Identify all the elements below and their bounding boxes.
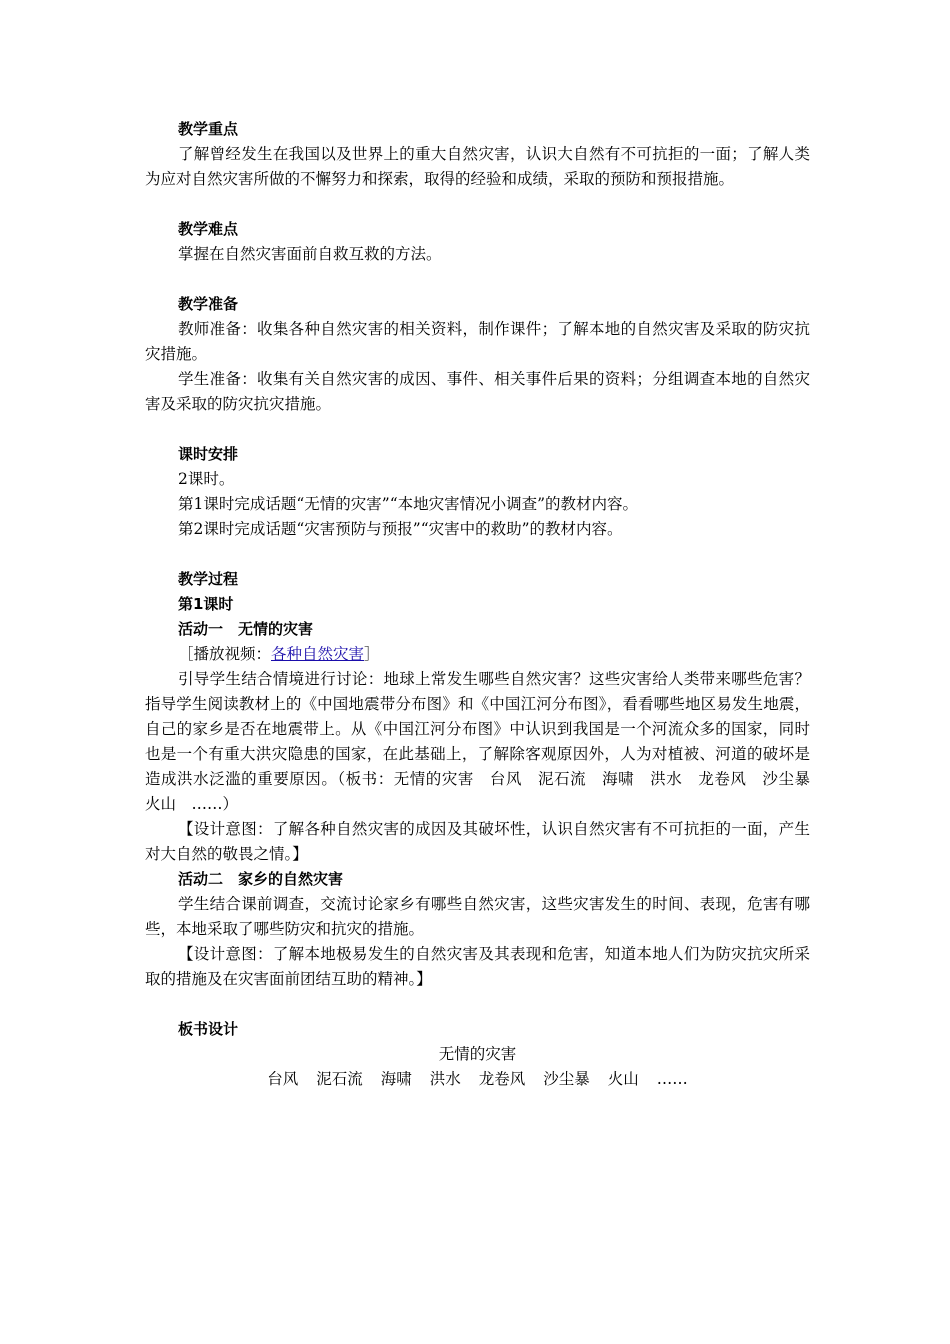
video-link[interactable]: 各种自然灾害 xyxy=(271,645,365,663)
difficulties-text: 掌握在自然灾害面前自救互救的方法。 xyxy=(178,245,442,263)
heading-key-points: 教学重点 xyxy=(178,120,239,138)
board-item: 洪水 xyxy=(429,1070,461,1088)
board-title: 无情的灾害 xyxy=(438,1045,517,1063)
lesson-title: 第1课时 xyxy=(178,595,234,613)
activity2-intent: 【设计意图：了解本地极易发生的自然灾害及其表现和危害，知道本地人们为防灾抗灾所采取的措施及在灾害面前团结互助的精神。】 xyxy=(145,945,810,988)
heading-process: 教学过程 xyxy=(178,570,239,588)
video-suffix: ］ xyxy=(364,645,380,663)
heading-board: 板书设计 xyxy=(178,1020,239,1038)
board-item: 沙尘暴 xyxy=(543,1070,590,1088)
board-item: 台风 xyxy=(267,1070,299,1088)
board-items xyxy=(145,1067,810,1092)
teacher-preparation-text: 教师准备：收集各种自然灾害的相关资料，制作课件；了解本地的自然灾害及采取的防灾抗灾措施。 xyxy=(145,320,810,363)
board-item: 泥石流 xyxy=(316,1070,363,1088)
board-item: 龙卷风 xyxy=(478,1070,526,1088)
student-preparation-text: 学生准备：收集有关自然灾害的成因、事件、相关事件后果的资料；分组调查本地的自然灾害及采取的防灾抗灾措施。 xyxy=(145,370,810,413)
schedule-lesson2: 第2课时完成话题“灾害预防与预报”“灾害中的救助”的教材内容。 xyxy=(178,520,623,538)
activity1-intent: 【设计意图：了解各种自然灾害的成因及其破坏性，认识自然灾害有不可抗拒的一面，产生对大自然的敬畏之情。】 xyxy=(145,820,810,863)
activity2-title: 活动二 家乡的自然灾害 xyxy=(178,870,344,888)
key-points-text: 了解曾经发生在我国以及世界上的重大自然灾害，认识大自然有不可抗拒的一面；了解人类为应对自然灾害所做的不懈努力和探索，取得的经验和成绩，采取的预防和预报措施。 xyxy=(145,145,810,188)
heading-schedule: 课时安排 xyxy=(178,445,239,463)
heading-difficulties: 教学难点 xyxy=(178,220,239,238)
activity1-title: 活动一 无情的灾害 xyxy=(178,620,314,638)
heading-preparation: 教学准备 xyxy=(178,295,239,313)
video-prefix: ［播放视频： xyxy=(178,645,272,663)
video-line xyxy=(145,642,810,667)
document-body xyxy=(145,117,826,1092)
schedule-lesson1: 第1课时完成话题“无情的灾害”“本地灾害情况小调查”的教材内容。 xyxy=(178,495,639,513)
board-item: 火山 xyxy=(607,1070,639,1088)
board-item: …… xyxy=(656,1070,688,1088)
schedule-total: 2课时。 xyxy=(178,470,235,488)
activity2-text: 学生结合课前调查，交流讨论家乡有哪些自然灾害，这些灾害发生的时间、表现，危害有哪些，本地采取了哪些防灾和抗灾的措施。 xyxy=(145,895,810,938)
activity1-text: 引导学生结合情境进行讨论：地球上常发生哪些自然灾害？这些灾害给人类带来哪些危害？指导学生阅读教材上的《中国地震带分布图》和《中国江河分布图》，看看哪些地区易发生地震，自己的家乡是否在地震带上。从《中国江河分布图》中认识到我国是一个河流众多的国家，同时也是一个有重大洪灾隐患的国家，在此基础上，了解除客观原因外，人为对植被、河道的破坏是造成洪水泛滥的重要原因。（板书：无情的灾害 台风 泥石流 海啸 洪水 龙卷风 沙尘暴 火山 ……） xyxy=(145,670,826,813)
board-item: 海啸 xyxy=(380,1070,412,1088)
